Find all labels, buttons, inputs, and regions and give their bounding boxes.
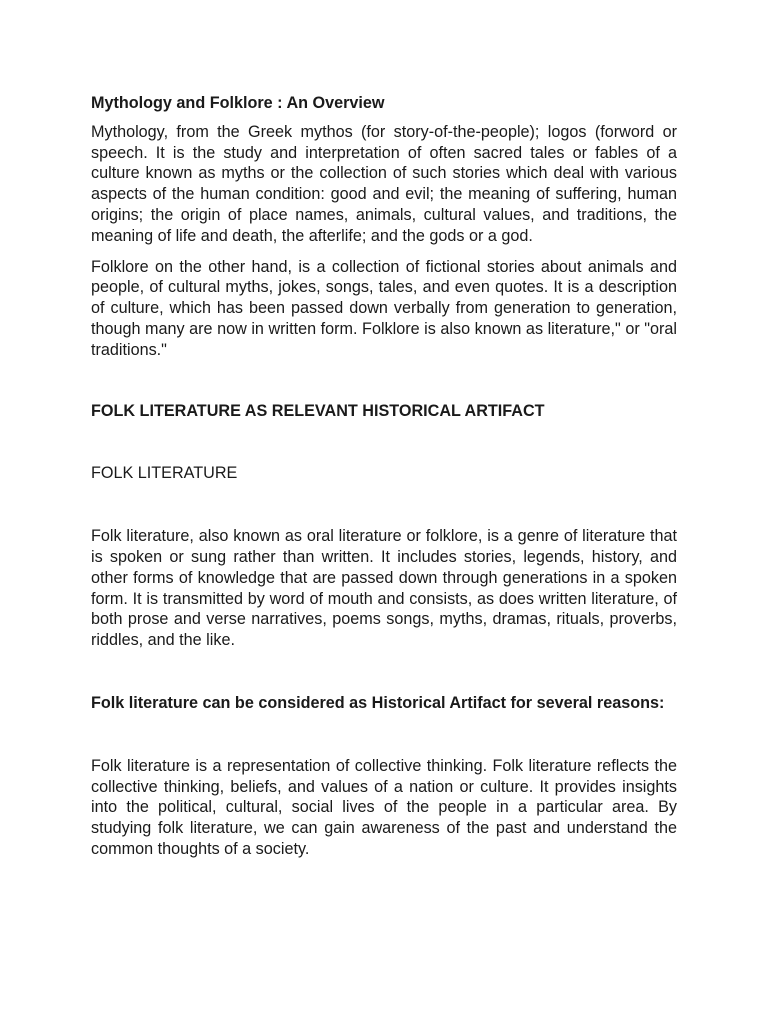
paragraph-folk-literature: Folk literature, also known as oral literature or folklore, is a genre of literature that is spoken or sung rather than written. It includes stories, legends, history, and other forms of knowledge that are passed down through generations in a spoken form. It is transmitted by word of mouth and consists, as does written literature, of both prose and verse narratives, poems songs, myths, dramas, rituals, proverbs, riddles, and the like. [91,527,677,650]
document-title: Mythology and Folklore : An Overview [91,94,385,112]
document-page [91,93,677,860]
section-heading: FOLK LITERATURE AS RELEVANT HISTORICAL ARTIFACT [91,401,545,420]
sub-heading: FOLK LITERATURE [91,464,238,483]
reasons-heading: Folk literature can be considered as Historical Artifact for several reasons: [91,693,665,712]
paragraph-mythology: Mythology, from the Greek mythos (for story-of-the-people); logos (forword or speech. It is the study and interpretation of often sacred tales or fables of a culture known as myths or the collection of such stories which deal with various aspects of the human condition: good and evil; the meaning of suffering, human origins; the origin of place names, animals, cultural values, and traditions, the meaning of life and death, the afterlife; and the gods or a god. [91,122,677,245]
paragraph-folklore: Folklore on the other hand, is a collection of fictional stories about animals and people, of cultural myths, jokes, songs, tales, and even quotes. It is a description of culture, which has been passed down verbally from generation to generation, though many are now in written form. Folklore is also known as literature," or "oral traditions." [91,257,677,359]
paragraph-collective-thinking: Folk literature is a representation of collective thinking. Folk literature reflects the collective thinking, beliefs, and values of a nation or culture. It provides insights into the political, cultural, social lives of the people in a particular area. By studying folk literature, we can gain awareness of the past and understand the common thoughts of a society. [91,756,677,858]
